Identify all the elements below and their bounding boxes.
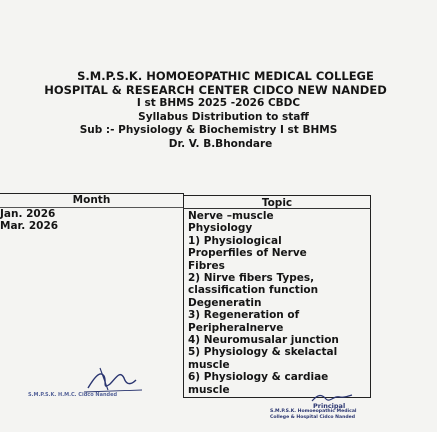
- topic-line: classification function: [188, 284, 319, 297]
- topic-line: 6) Physiology & cardiae: [188, 371, 329, 384]
- staff-name: Dr. V. B.Bhondare: [168, 137, 273, 150]
- topic-line: 2) Nirve fibers Types,: [188, 272, 315, 285]
- month-item: Jan. 2026: [0, 208, 56, 220]
- principal-stamp-line: College & Hospital Cidco Nanded: [270, 414, 356, 420]
- month-list: [0, 208, 58, 232]
- month-item: Mar. 2026: [0, 220, 59, 232]
- topic-line: 3) Regeneration of: [188, 309, 300, 322]
- topic-column-header: Topic: [261, 197, 293, 209]
- topic-line: Degeneratin: [188, 296, 262, 309]
- staff-signature-icon: [80, 360, 150, 396]
- topic-line: muscle: [188, 383, 230, 396]
- principal-stamp: [270, 409, 357, 420]
- principal-stamp-line: S.M.P.S.K. Homoeopathic Medical: [270, 409, 357, 414]
- topic-line: Nerve –muscle: [188, 210, 274, 222]
- topic-list: [188, 210, 368, 396]
- college-name: S.M.P.S.K. HOMOEOPATHIC MEDICAL COLLEGE: [77, 69, 374, 83]
- academic-year: I st BHMS 2025 -2026 CBDC: [136, 97, 301, 110]
- topic-line: Properfiles of Nerve: [188, 247, 307, 260]
- staff-stamp: S.M.P.S.K. H.M.C. Cidco Nanded: [28, 392, 118, 398]
- document-header: [0, 70, 437, 152]
- principal-label: Principal: [313, 402, 346, 410]
- topic-line: 1) Physiological: [188, 234, 282, 247]
- topic-line: muscle: [188, 358, 230, 371]
- topic-line: 5) Physiology & skelactal: [188, 346, 338, 359]
- topic-line: 4) Neuromusalar junction: [188, 334, 339, 347]
- document-title: Syllabus Distribution to staff: [138, 110, 309, 123]
- month-column-header: Month: [72, 194, 111, 206]
- topic-line: Peripheralnerve: [188, 321, 284, 334]
- hospital-name: HOSPITAL & RESEARCH CENTER CIDCO NEW NANDED: [44, 82, 387, 97]
- topic-header-divider: [183, 208, 371, 209]
- topic-line: Fibres: [188, 259, 225, 272]
- topic-line: Physiology: [188, 222, 253, 235]
- subject-line: Sub :- Physiology & Biochemistry I st BHMS: [79, 124, 338, 137]
